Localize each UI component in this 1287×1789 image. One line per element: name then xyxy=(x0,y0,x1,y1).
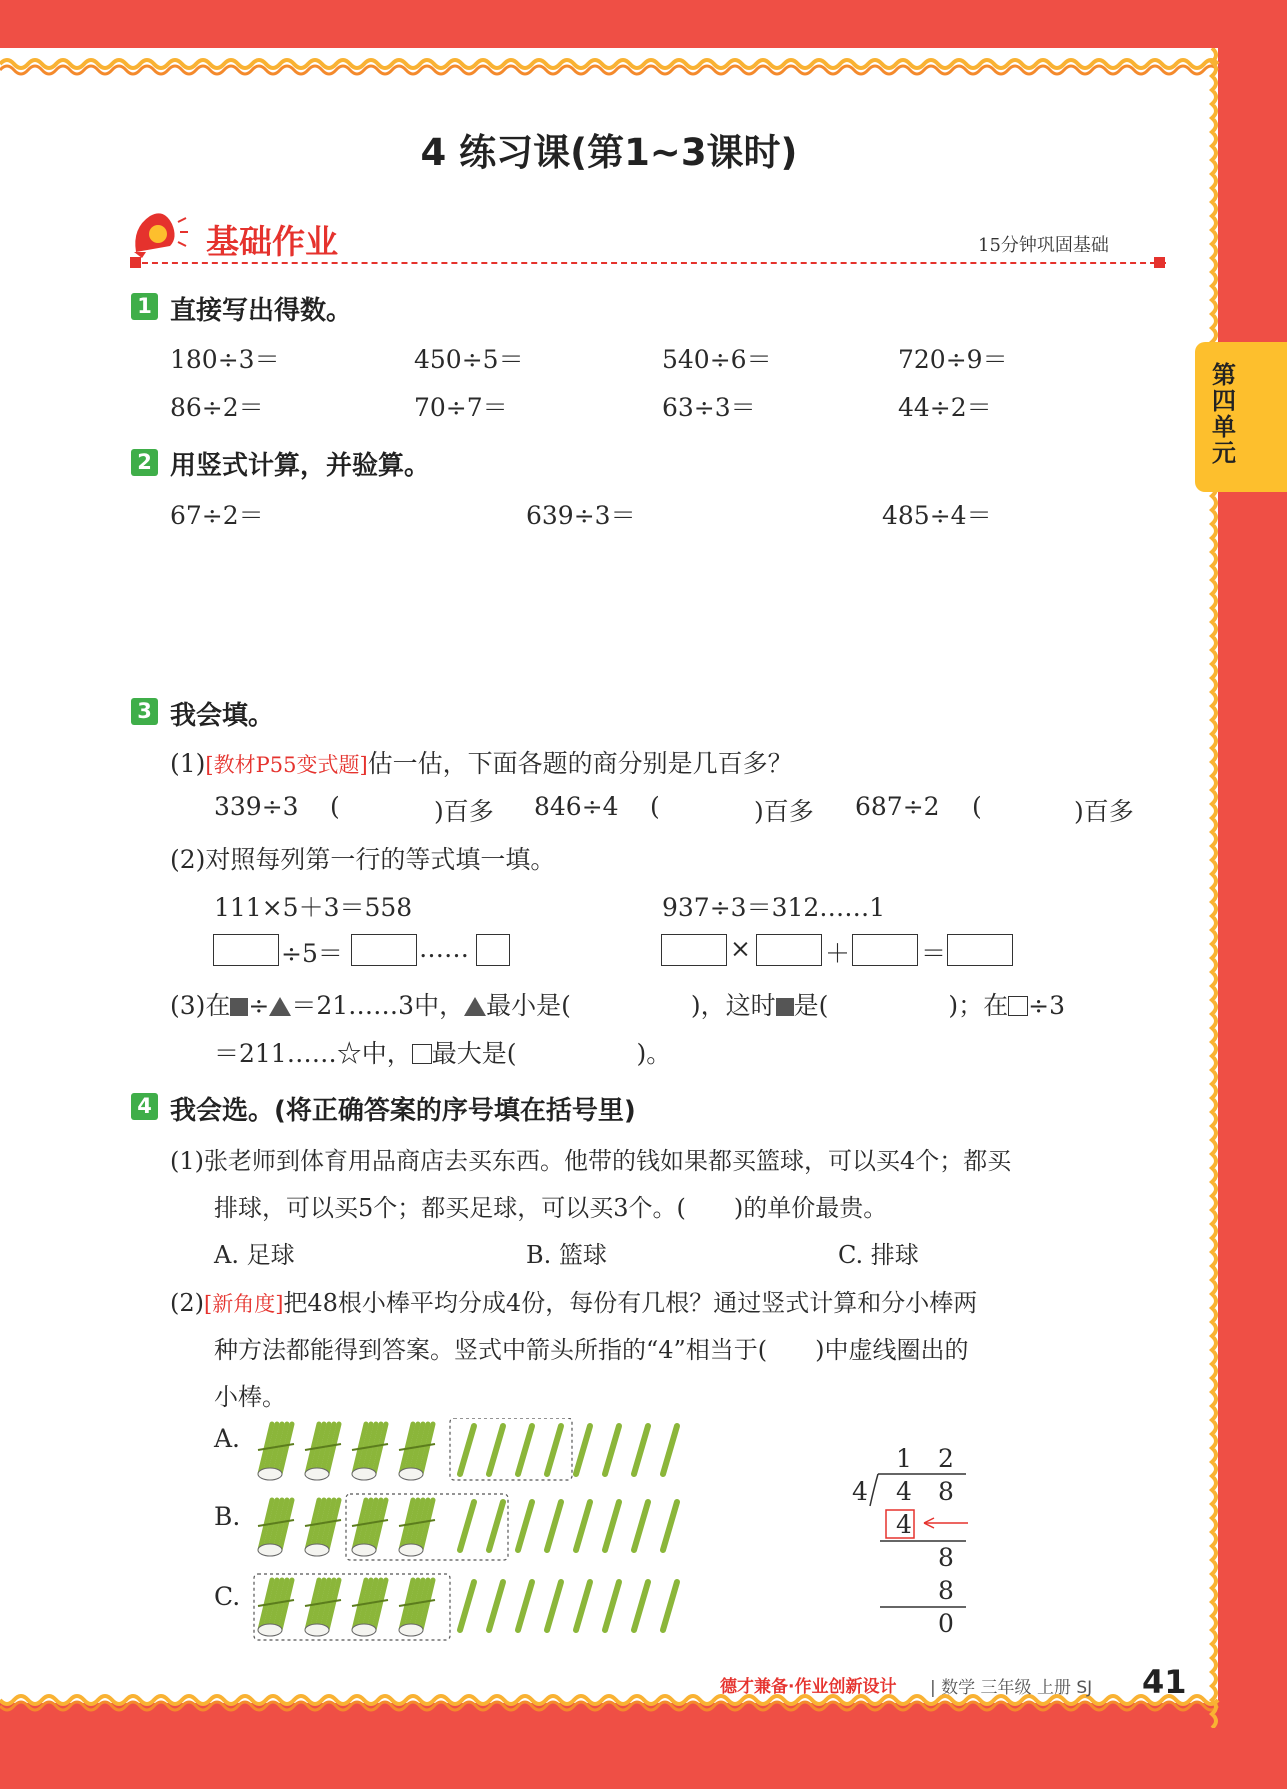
division-step: 8 xyxy=(938,1576,954,1605)
unit-side-tab[interactable] xyxy=(1195,342,1287,492)
q3-est-open: ( xyxy=(972,792,982,821)
stick-option-c-label[interactable]: C. xyxy=(214,1582,241,1611)
q3-part3-line2 xyxy=(214,1034,671,1070)
q3-div5: ÷5＝ xyxy=(281,939,343,968)
page-number: 41 xyxy=(1142,1663,1187,1701)
q3-p3-text: 是( xyxy=(793,991,829,1020)
q3-p3-text: ÷3 xyxy=(1028,991,1066,1020)
q3-dots: …… xyxy=(419,934,469,963)
q3-est-expr: 339÷3 xyxy=(214,792,299,821)
q4-part2-line2: 种方法都能得到答案。竖式中箭头所指的“4”相当于( )中虚线圈出的 xyxy=(214,1336,969,1364)
divider-end-right xyxy=(1154,257,1165,268)
bundle-end xyxy=(399,1468,423,1480)
q3-est-close: )百多 xyxy=(434,797,494,826)
answer-box[interactable] xyxy=(947,934,1013,966)
answer-box[interactable] xyxy=(852,934,918,966)
divisor: 4 xyxy=(852,1477,868,1506)
q2-expr: 639÷3＝ xyxy=(526,501,636,530)
question-number-1: 1 xyxy=(131,293,158,320)
q4-p2-label: (2) xyxy=(170,1289,204,1317)
q3-times: × xyxy=(730,934,751,963)
q2-expr: 485÷4＝ xyxy=(882,501,992,530)
bundle-end xyxy=(352,1544,376,1556)
q3-p3-text: )，这时 xyxy=(690,991,776,1020)
single-stick xyxy=(576,1502,590,1550)
section-divider xyxy=(132,262,1166,264)
footer-brand: 德才兼备·作业创新设计 xyxy=(720,1677,897,1697)
stick-option-b-label[interactable]: B. xyxy=(214,1502,241,1531)
dividend-digit: 4 xyxy=(896,1477,912,1506)
q4-p2-text: 把48根小棒平均分成4份，每份有几根？通过竖式计算和分小棒两 xyxy=(283,1289,978,1317)
q3-left-equation: 111×5＋3＝558 xyxy=(214,893,413,922)
q3-est-open: ( xyxy=(650,792,660,821)
unit-side-tab-label: 第四单元 xyxy=(1212,361,1236,467)
q3-p3-text: )；在 xyxy=(948,991,1009,1020)
bundle-end xyxy=(305,1624,329,1636)
sticks-illustration xyxy=(250,1418,700,1654)
q3-part1-line xyxy=(170,744,793,780)
division-remainder: 0 xyxy=(938,1609,954,1638)
q3-est-expr: 846÷4 xyxy=(534,792,619,821)
q3-est-open: ( xyxy=(330,792,340,821)
answer-box[interactable] xyxy=(661,934,727,966)
q3-right-equation: 937÷3＝312……1 xyxy=(662,893,886,922)
single-stick xyxy=(489,1582,503,1630)
quotient-digit: 2 xyxy=(938,1444,954,1473)
footer-info: | 数学 三年级 上册 SJ xyxy=(930,1678,1093,1698)
triangle-icon xyxy=(269,997,291,1016)
page-title: 4 练习课(第1~3课时) xyxy=(420,131,798,174)
single-stick xyxy=(518,1426,532,1474)
wavy-top-border xyxy=(0,38,1230,78)
q3-eq: ＝ xyxy=(921,939,947,968)
q3-p3-text: ÷ xyxy=(248,991,270,1020)
division-step: 8 xyxy=(938,1543,954,1572)
single-stick xyxy=(576,1582,590,1630)
answer-box[interactable] xyxy=(476,934,510,966)
q1-expr: 180÷3＝ xyxy=(170,345,280,374)
stick-option-a-label[interactable]: A. xyxy=(214,1424,241,1453)
q3-plus: ＋ xyxy=(825,939,851,968)
question-3-title: 我会填。 xyxy=(170,701,275,731)
q3-part2-text: (2)对照每列第一行的等式填一填。 xyxy=(170,845,556,874)
q3-part1-label: (1) xyxy=(170,749,206,778)
single-stick xyxy=(489,1502,503,1550)
empty-square-icon xyxy=(412,1044,432,1064)
single-stick xyxy=(634,1582,648,1630)
q3-p3-text: 最大是( xyxy=(431,1039,517,1068)
q4-option-c[interactable]: C. 排球 xyxy=(838,1241,919,1269)
single-stick xyxy=(605,1582,619,1630)
triangle-icon xyxy=(464,997,486,1016)
q1-expr: 450÷5＝ xyxy=(414,345,524,374)
bundle-end xyxy=(399,1544,423,1556)
answer-box[interactable] xyxy=(213,934,279,966)
q1-expr: 63÷3＝ xyxy=(662,393,756,422)
q3-p3-text: (3)在 xyxy=(170,991,231,1020)
q1-expr: 540÷6＝ xyxy=(662,345,772,374)
q3-part3-line1 xyxy=(170,986,1065,1022)
single-stick xyxy=(576,1426,590,1474)
q3-est-close: )百多 xyxy=(1074,797,1134,826)
single-stick xyxy=(663,1502,677,1550)
single-stick xyxy=(460,1502,474,1550)
single-stick xyxy=(547,1426,561,1474)
q2-expr: 67÷2＝ xyxy=(170,501,264,530)
single-stick xyxy=(634,1502,648,1550)
bundle-end xyxy=(352,1624,376,1636)
answer-box[interactable] xyxy=(756,934,822,966)
q1-expr: 44÷2＝ xyxy=(898,393,992,422)
q3-p3-text: 最小是( xyxy=(486,991,571,1020)
section-subtitle: 15分钟巩固基础 xyxy=(978,235,1109,256)
question-number-3: 3 xyxy=(131,698,158,725)
q3-p3-text: ＝21……3中， xyxy=(291,991,465,1020)
single-stick xyxy=(634,1426,648,1474)
empty-square-icon xyxy=(1008,996,1028,1016)
single-stick xyxy=(518,1502,532,1550)
bundle-end xyxy=(258,1624,282,1636)
question-number-2: 2 xyxy=(131,449,158,476)
q4-option-a[interactable]: A. 足球 xyxy=(214,1241,295,1269)
textbook-tag: [教材P55变式题] xyxy=(205,753,368,777)
q4-part1-line1: (1)张老师到体育用品商店去买东西。他带的钱如果都买篮球，可以买4个；都买 xyxy=(170,1147,1012,1175)
single-stick xyxy=(518,1582,532,1630)
bell-icon xyxy=(130,208,190,260)
bundle-end xyxy=(258,1468,282,1480)
wavy-right-border xyxy=(1198,48,1238,1728)
q4-option-b[interactable]: B. 篮球 xyxy=(526,1241,607,1269)
q1-expr: 720÷9＝ xyxy=(898,345,1008,374)
bundle-end xyxy=(258,1544,282,1556)
answer-box[interactable] xyxy=(351,934,417,966)
division-step: 4 xyxy=(896,1510,912,1539)
long-division-lines xyxy=(860,1470,970,1620)
dividend-digit: 8 xyxy=(938,1477,954,1506)
bundle-end xyxy=(305,1468,329,1480)
single-stick xyxy=(460,1426,474,1474)
q3-part1-text: 估一估，下面各题的商分别是几百多？ xyxy=(367,749,793,778)
single-stick xyxy=(605,1502,619,1550)
q1-expr: 70÷7＝ xyxy=(414,393,508,422)
q3-p3-text: )。 xyxy=(636,1039,672,1068)
quotient-digit: 1 xyxy=(896,1444,912,1473)
single-stick xyxy=(489,1426,503,1474)
question-4-title: 我会选。(将正确答案的序号填在括号里) xyxy=(170,1096,636,1126)
bundle-end xyxy=(399,1624,423,1636)
q4-part2-line3: 小棒。 xyxy=(214,1383,286,1411)
question-2-title: 用竖式计算，并验算。 xyxy=(170,451,431,481)
filled-square-icon xyxy=(230,998,248,1016)
red-arrow-icon xyxy=(920,1515,970,1531)
single-stick xyxy=(460,1582,474,1630)
single-stick xyxy=(547,1582,561,1630)
single-stick xyxy=(605,1426,619,1474)
section-title: 基础作业 xyxy=(206,222,338,261)
single-stick xyxy=(547,1502,561,1550)
filled-square-icon xyxy=(776,998,794,1016)
question-1-title: 直接写出得数。 xyxy=(170,296,353,326)
new-angle-tag: [新角度] xyxy=(204,1292,284,1316)
bundle-end xyxy=(305,1544,329,1556)
divider-end-left xyxy=(130,257,141,268)
q3-p3-text: ＝211……☆中， xyxy=(214,1039,412,1068)
q3-est-expr: 687÷2 xyxy=(855,792,940,821)
single-stick xyxy=(663,1582,677,1630)
bundle-end xyxy=(352,1468,376,1480)
q4-part1-line2: 排球，可以买5个；都买足球，可以买3个。( )的单价最贵。 xyxy=(214,1194,888,1222)
q1-expr: 86÷2＝ xyxy=(170,393,264,422)
single-stick xyxy=(663,1426,677,1474)
q4-part2-line1 xyxy=(170,1283,977,1318)
q3-est-close: )百多 xyxy=(754,797,814,826)
question-number-4: 4 xyxy=(131,1093,158,1120)
